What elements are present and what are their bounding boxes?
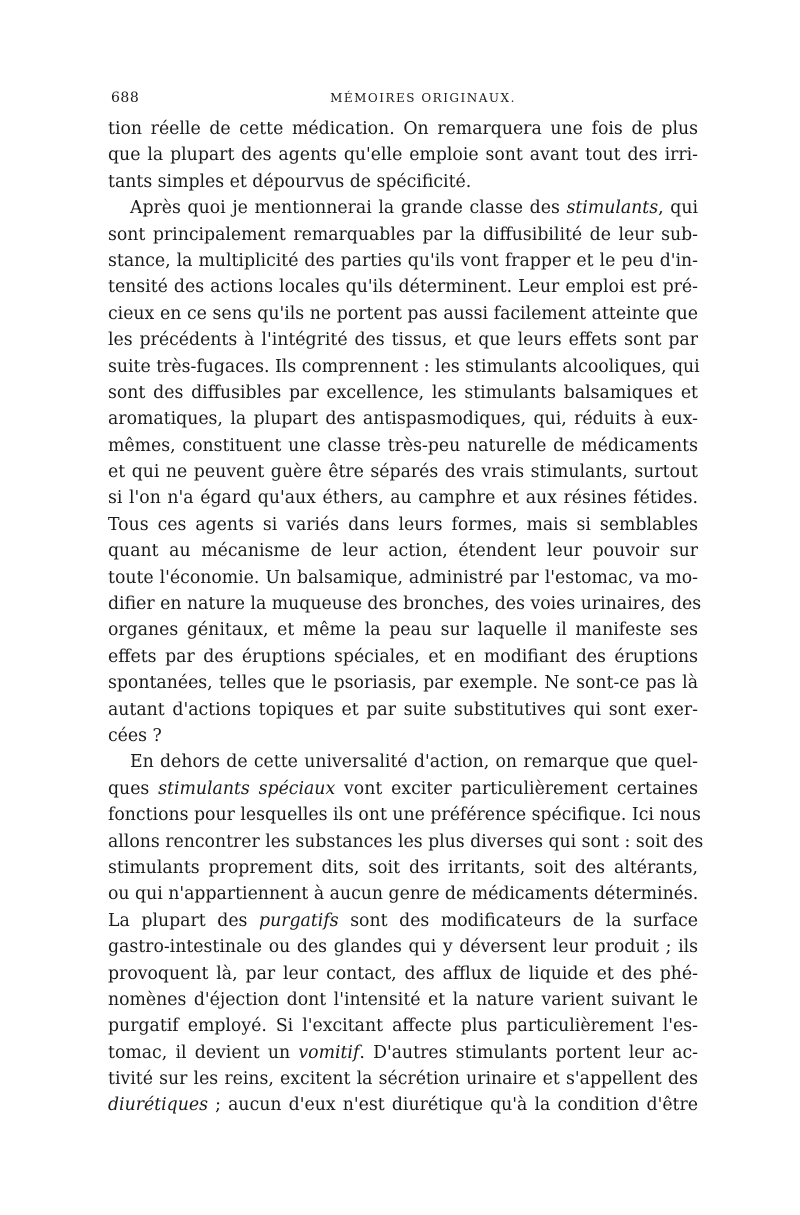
book-page	[108, 86, 704, 1186]
text-line: sont des diffusibles par excellence, les stimulants balsamiques et	[108, 382, 698, 403]
text-line: tensité des actions locales qu'ils déterminent. Leur emploi est pré-	[108, 277, 698, 298]
text-line: mêmes, constituent une classe très-peu naturelle de médicaments	[108, 435, 698, 456]
text-line: ques stimulants spéciaux vont exciter particulièrement certaines	[108, 778, 699, 799]
text-line: cées ?	[108, 725, 162, 746]
text-line: stimulants proprement dits, soit des irritants, soit des altérants,	[108, 857, 698, 878]
text-line: La plupart des purgatifs sont des modificateurs de la surface	[108, 910, 698, 931]
text-line: gastro-intestinale ou des glandes qui y déversent leur produit ; ils	[108, 937, 698, 958]
text-line: que la plupart des agents qu'elle emploie sont avant tout des irri-	[108, 145, 698, 166]
italic-term: stimulants spéciaux	[158, 778, 336, 799]
text-line: si l'on n'a égard qu'aux éthers, au camphre et aux résines fétides.	[108, 488, 698, 509]
text-line: et qui ne peuvent guère être séparés des vrais stimulants, surtout	[108, 462, 698, 483]
text-line: provoquent là, par leur contact, des afflux de liquide et des phé-	[108, 963, 698, 984]
text-line: organes génitaux, et même la peau sur laquelle il manifeste ses	[108, 620, 698, 641]
text-line: tants simples et dépourvus de spécificité.	[108, 171, 472, 192]
page-number: 688	[111, 90, 140, 106]
italic-term: diurétiques	[108, 1095, 208, 1116]
text-line: En dehors de cette universalité d'action, on remarque que quel-	[130, 752, 698, 773]
text-line: cieux en ce sens qu'ils ne portent pas aussi facilement atteinte que	[108, 303, 698, 324]
running-head	[108, 86, 698, 116]
text-line: toute l'économie. Un balsamique, administré par l'estomac, va mo-	[108, 567, 698, 588]
text-line: effets par des éruptions spéciales, et en modifiant des éruptions	[108, 646, 698, 667]
text-line: autant d'actions topiques et par suite substitutives qui sont exer-	[108, 699, 698, 720]
text-line: diurétiques ; aucun d'eux n'est diurétique qu'à la condition d'être	[108, 1095, 698, 1116]
text-line: sont principalement remarquables par la diffusibilité de leur sub-	[108, 224, 698, 245]
text-line: tivité sur les reins, excitent la sécrétion urinaire et s'appellent des	[108, 1069, 698, 1090]
text-line: purgatif employé. Si l'excitant affecte plus particulièrement l'es-	[108, 1016, 698, 1037]
text-line: fonctions pour lesquelles ils ont une préférence spécifique. Ici nous	[108, 805, 701, 826]
text-line: allons rencontrer les substances les plus diverses qui sont : soit des	[108, 831, 704, 852]
text-line: quant au mécanisme de leur action, étendent leur pouvoir sur	[108, 541, 698, 562]
text-line: les précédents à l'intégrité des tissus, et que leurs effets sont par	[108, 330, 698, 351]
body-text	[108, 116, 704, 1119]
text-line: spontanées, telles que le psoriasis, par exemple. Ne sont-ce pas là	[108, 673, 698, 694]
italic-term: purgatifs	[259, 910, 339, 931]
italic-term: stimulants	[566, 198, 659, 219]
text-line: tomac, il devient un vomitif. D'autres stimulants portent leur ac-	[108, 1042, 698, 1063]
text-line: Après quoi je mentionnerai la grande classe des stimulants, qui	[130, 198, 698, 219]
running-title: MÉMOIRES ORIGINAUX.	[330, 91, 516, 105]
text-line: ou qui n'appartiennent à aucun genre de médicaments déterminés.	[108, 884, 699, 905]
text-line: Tous ces agents si variés dans leurs formes, mais si semblables	[108, 514, 698, 535]
text-line: nomènes d'éjection dont l'intensité et la nature varient suivant le	[108, 989, 698, 1010]
text-line: tion réelle de cette médication. On remarquera une fois de plus	[108, 119, 698, 139]
text-line: difier en nature la muqueuse des bronches, des voies urinaires, des	[108, 594, 702, 615]
text-line: stance, la multiplicité des parties qu'ils vont frapper et le peu d'in-	[108, 250, 698, 271]
italic-term: vomitif	[298, 1042, 360, 1063]
text-line: suite très-fugaces. Ils comprennent : les stimulants alcooliques, qui	[108, 356, 700, 377]
text-line: aromatiques, la plupart des antispasmodiques, qui, réduits à eux-	[108, 409, 698, 430]
